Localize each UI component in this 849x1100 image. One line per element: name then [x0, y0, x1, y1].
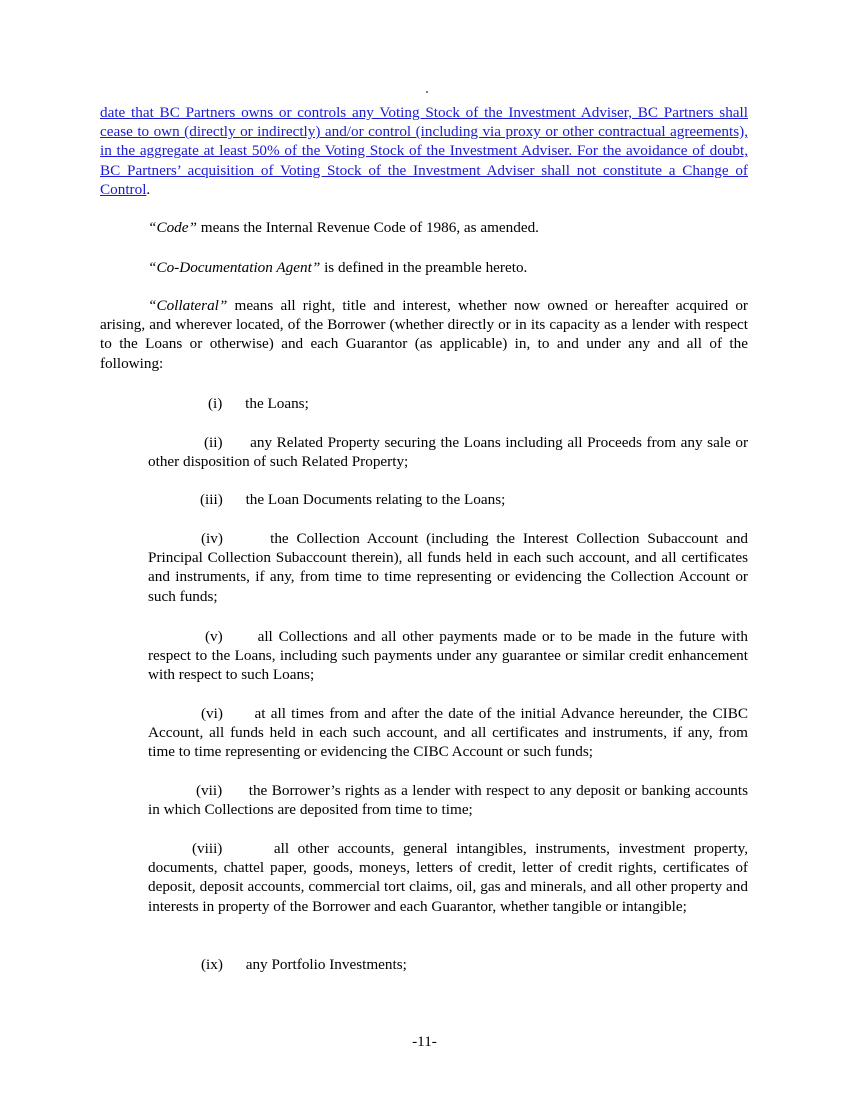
item-text: any Related Property securing the Loans including all Proceeds from any sale or other disposition of such Related Property;	[148, 434, 749, 471]
defined-term: “Co-Documentation Agent”	[148, 259, 321, 276]
item-text: the Loans;	[245, 395, 309, 412]
collateral-item-iii	[148, 490, 748, 509]
item-text: the Borrower’s rights as a lender with respect to any deposit or banking accounts in which Collections are deposited from time to time;	[148, 782, 749, 819]
item-number: (v)	[205, 628, 223, 645]
collateral-item-vi	[148, 704, 748, 762]
definition-text: is defined in the preamble hereto.	[320, 259, 528, 276]
collateral-item-i	[148, 394, 748, 413]
definition-code	[100, 218, 748, 237]
inserted-text-link[interactable]: date that BC Partners owns or controls any Voting Stock of the Investment Adviser, BC Partners shall cease to own (directly or indirectly) and/or control (including via proxy or other contractual agreements), in the aggregate at least 50% of the Voting Stock of the Investment Adviser. For the avoidance of doubt, BC Partners’ acquisition of Voting Stock of the Investment Adviser shall not constitute a Change of Control	[100, 104, 748, 198]
item-number: (iv)	[201, 530, 223, 547]
defined-term: “Collateral”	[148, 297, 228, 314]
collateral-item-ii	[148, 433, 748, 471]
definition-collateral	[100, 296, 748, 373]
collateral-item-vii	[148, 781, 748, 819]
defined-term: “Code”	[148, 219, 197, 236]
collateral-item-v	[148, 627, 748, 685]
definition-text: means all right, title and interest, whether now owned or hereafter acquired or arising, and wherever located, of the Borrower (whether directly or in its capacity as a lender with respect to the Loans or otherwise) and each Guarantor (as applicable) in, to and under any and all of the following:	[100, 297, 748, 372]
item-number: (viii)	[192, 840, 223, 857]
item-text: the Collection Account (including the Interest Collection Subaccount and Principal Collection Subaccount therein), all funds held in each such account, and all certificates and instruments, if any, from time to time representing or evidencing the Collection Account or such funds;	[148, 530, 749, 605]
item-number: (ii)	[204, 434, 223, 451]
change-of-control-continuation	[100, 103, 748, 199]
collateral-item-ix	[148, 955, 748, 974]
definition-text: means the Internal Revenue Code of 1986, as amended.	[196, 219, 539, 236]
item-number: (vii)	[196, 782, 223, 799]
item-text: at all times from and after the date of the initial Advance hereunder, the CIBC Account, all funds held in each such account, and all certificates and instruments, if any, from time to time representing or evidencing the CIBC Account or such funds;	[148, 705, 749, 761]
item-text: all other accounts, general intangibles, instruments, investment property, documents, chattel paper, goods, moneys, letters of credit, letter of credit rights, certificates of deposit, deposit accounts, commercial tort claims, oil, gas and minerals, and all other property and interests in property of the Borrower and each Guarantor, whether tangible or intangible;	[148, 840, 749, 915]
item-number: (iii)	[200, 491, 223, 508]
item-text: all Collections and all other payments made or to be made in the future with respect to the Loans, including such payments under any guarantee or similar credit enhancement with respect to such Loans;	[148, 628, 749, 684]
stray-mark	[426, 91, 428, 93]
collateral-item-viii	[148, 839, 748, 916]
item-number: (ix)	[201, 956, 223, 973]
definition-co-documentation-agent	[100, 258, 748, 277]
end-punctuation: .	[146, 180, 151, 198]
item-text: any Portfolio Investments;	[245, 956, 407, 973]
item-number: (i)	[208, 395, 223, 412]
item-number: (vi)	[201, 705, 223, 722]
collateral-item-iv	[148, 529, 748, 606]
page-number: -11-	[412, 1033, 437, 1050]
item-text: the Loan Documents relating to the Loans;	[245, 491, 506, 508]
